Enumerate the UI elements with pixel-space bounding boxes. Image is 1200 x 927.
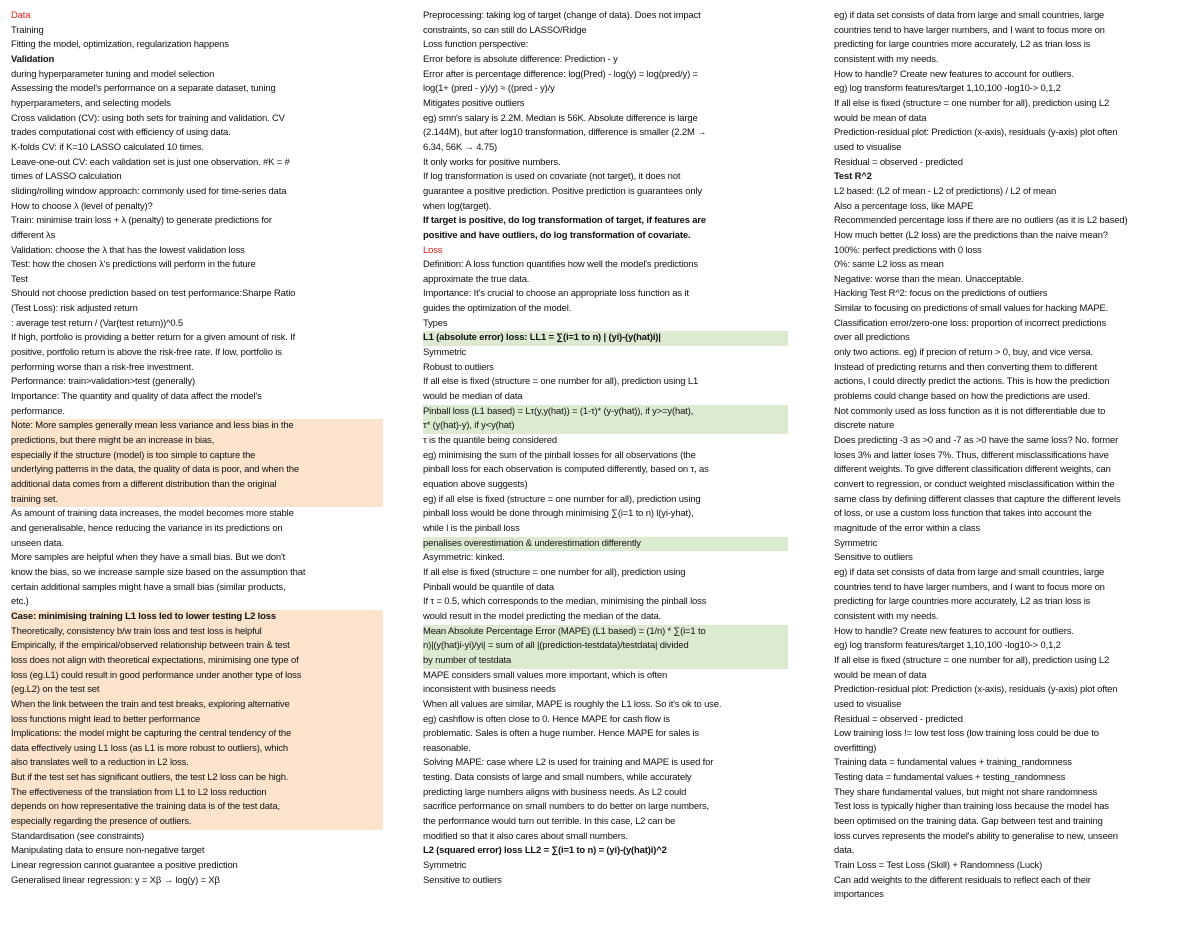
section-heading: Data <box>11 10 31 21</box>
note-line: Should not choose prediction based on test performance:Sharpe Ratio <box>11 288 296 300</box>
note-line: Prediction-residual plot: Prediction (x-axis), residuals (y-axis) plot often <box>834 127 1118 139</box>
note-line: How to handle? Create new features to account for outliers. <box>834 625 1074 637</box>
note-line: L1 (absolute error) loss: LL1 = ∑(i=1 to n) | (yi)-(y(hat)i)| <box>423 331 788 346</box>
note-line: equation above suggests) <box>423 479 528 490</box>
note-line: eg) if all else is fixed (structure = one number for all), prediction using <box>423 493 701 505</box>
note-line: Standardisation (see constraints) <box>11 830 145 842</box>
note-line: If log transformation is used on covariate (not target), it does not <box>423 171 681 183</box>
note-line: also translates well to a reduction in L2 loss. <box>11 756 383 771</box>
notes-column-1 <box>11 9 383 924</box>
note-line: Training data = fundamental values + training_randomness <box>834 757 1072 769</box>
note-line: positive, portfolio return is above the risk-free rate. If low, portfolio is <box>11 347 282 359</box>
note-line: Solving MAPE: case where L2 is used for training and MAPE is used for <box>423 757 714 769</box>
note-line: eg) cashflow is often close to 0. Hence MAPE for cash flow is <box>423 713 670 725</box>
note-line: Testing data = fundamental values + testing_randomness <box>834 772 1066 784</box>
note-line: pinball loss would be done through minimising ∑(i=1 to n) l(yi-yhat), <box>423 508 694 520</box>
note-line: the performance would turn out terrible. In this case, L2 can be <box>423 816 676 828</box>
note-line: Validation <box>11 53 55 65</box>
note-line: modified so that it also cares about small numbers. <box>423 830 628 842</box>
note-line: Symmetric <box>423 860 467 872</box>
note-line: eg) if data set consists of data from large and small countries, large <box>834 566 1105 578</box>
note-line: of loss, or use a custom loss function that takes into account the <box>834 508 1092 520</box>
note-line: different λs <box>11 229 56 241</box>
note-line: know the bias, so we increase sample size based on the assumption that <box>11 566 306 578</box>
note-line: Definition: A loss function quantifies how well the model's predictions <box>423 259 698 271</box>
note-line: Note: More samples generally mean less variance and less bias in the <box>11 419 383 434</box>
note-line: trades computational cost with efficiency of using data. <box>11 127 231 139</box>
note-line: different weights. To give different classification different weights, can <box>834 464 1111 476</box>
note-line: hyperparameters, and selecting models <box>11 97 171 109</box>
note-line: Recommended percentage loss if there are no outliers (as it is L2 based) <box>834 215 1128 227</box>
note-line: Training <box>11 24 44 36</box>
note-line: : average test return / (Var(test return))^0.5 <box>11 317 184 329</box>
note-line: Implications: the model might be capturing the central tendency of the <box>11 727 383 742</box>
note-line: reasonable. <box>423 742 471 754</box>
note-line: while l is the pinball loss <box>423 522 520 534</box>
note-line: additional data comes from a different distribution than the original <box>11 478 383 493</box>
note-line: Classification error/zero-one loss: proportion of incorrect predictions <box>834 317 1107 329</box>
note-line: pinball loss for each observation is computed differently, based on τ, as <box>423 464 709 476</box>
note-line: Test loss is typically higher than training loss because the model has <box>834 801 1109 813</box>
note-line: As amount of training data increases, the model becomes more stable <box>11 508 294 520</box>
note-line: loss does not align with theoretical expectations, minimising one type of <box>11 654 383 669</box>
note-line: Importance: It's crucial to choose an appropriate loss function as it <box>423 288 689 300</box>
note-line: predictions, but there might be an increase in bias, <box>11 434 383 449</box>
note-line: Error before is absolute difference: Prediction - y <box>423 53 618 65</box>
note-line: sacrifice performance on small numbers to do better on large numbers, <box>423 801 710 813</box>
note-line: importances <box>834 889 884 901</box>
note-line: over all predictions <box>834 332 910 344</box>
note-line: Robust to outliers <box>423 361 494 373</box>
note-line: times of LASSO calculation <box>11 171 122 183</box>
note-line: used to visualise <box>834 141 902 153</box>
note-line: constraints, so can still do LASSO/Ridge <box>423 24 587 36</box>
note-line: approximate the true data. <box>423 273 530 285</box>
note-line: would be median of data <box>423 391 523 403</box>
note-line: Symmetric <box>423 347 467 359</box>
note-line: When all values are similar, MAPE is roughly the L1 loss. So it's ok to use. <box>423 698 722 710</box>
note-line: actions, I could directly predict the actions. This is how the prediction <box>834 376 1110 388</box>
note-line: They share fundamental values, but might not share randomness <box>834 786 1098 798</box>
note-line: especially regarding the presence of outliers. <box>11 815 383 830</box>
note-line: It only works for positive numbers. <box>423 156 561 168</box>
note-line: training set. <box>11 493 383 508</box>
note-line: by number of testdata <box>423 654 788 669</box>
note-line: Hacking Test R^2: focus on the predictions of outliers <box>834 288 1048 300</box>
note-line: More samples are helpful when they have a small bias. But we don't <box>11 552 286 564</box>
note-line: Residual = observed - predicted <box>834 713 963 725</box>
note-line: K-folds CV: if K=10 LASSO calculated 10 times. <box>11 141 204 153</box>
note-line: countries tend to have larger numbers, and I want to focus more on <box>834 24 1105 36</box>
note-line: Low training loss != low test loss (low training loss could be due to <box>834 728 1099 740</box>
note-line: consistent with my needs. <box>834 53 939 65</box>
note-line: Loss function perspective: <box>423 39 529 51</box>
note-line: Theoretically, consistency b/w train loss and test loss is helpful <box>11 625 383 640</box>
note-line: performing worse than a risk-free investment. <box>11 361 194 373</box>
note-line: been optimised on the training data. Gap between test and training <box>834 816 1103 828</box>
note-line: Does predicting -3 as >0 and -7 as >0 have the same loss? No. former <box>834 435 1119 447</box>
note-line: would be mean of data <box>834 112 927 124</box>
note-line: If τ = 0.5, which corresponds to the median, minimising the pinball loss <box>423 596 707 608</box>
note-line: Error after is percentage difference: log(Pred) - log(y) = log(pred/y) = <box>423 68 698 80</box>
note-line: Symmetric <box>834 537 878 549</box>
note-line: would result in the model predicting the median of the data. <box>423 610 662 622</box>
note-line: Types <box>423 317 448 329</box>
note-line: Prediction-residual plot: Prediction (x-axis), residuals (y-axis) plot often <box>834 684 1118 696</box>
note-line: Pinball loss (L1 based) = Lτ(y,y(hat)) = (1-τ)* (y-y(hat)), if y>=y(hat), <box>423 405 788 420</box>
note-line: Negative: worse than the mean. Unacceptable. <box>834 273 1024 285</box>
note-line: n)|(y(hat)i-yi)/yi| = sum of all |(prediction-testdata)/testdata| divided <box>423 639 788 654</box>
note-line: when log(target). <box>423 200 492 212</box>
note-line: Not commonly used as loss function as it is not differentiable due to <box>834 405 1106 417</box>
note-line: Assessing the model's performance on a separate dataset, tuning <box>11 83 276 95</box>
note-line: eg) log transform features/target 1,10,100 -log10-> 0,1,2 <box>834 83 1061 95</box>
note-line: same class by defining different classes that capture the different levels <box>834 493 1121 505</box>
note-line: If all else is fixed (structure = one number for all), prediction using L1 <box>423 376 699 388</box>
note-line: When the link between the train and test breaks, exploring alternative <box>11 698 383 713</box>
note-line: Can add weights to the different residuals to reflect each of their <box>834 874 1091 886</box>
note-line: testing. Data consists of large and small numbers, while accurately <box>423 772 692 784</box>
note-line: loses 3% and latter loses 7%. Thus, different misclassifications have <box>834 449 1109 461</box>
note-line: If all else is fixed (structure = one number for all), prediction using L2 <box>834 654 1110 666</box>
note-line: Performance: train>validation>test (generally) <box>11 376 196 388</box>
note-line: eg) smn's salary is 2.2M. Median is 56K. Absolute difference is large <box>423 112 698 124</box>
note-line: during hyperparameter tuning and model selection <box>11 68 215 80</box>
note-line: Test R^2 <box>834 171 872 183</box>
note-line: Linear regression cannot guarantee a positive prediction <box>11 860 238 872</box>
note-line: Validation: choose the λ that has the lowest validation loss <box>11 244 245 256</box>
note-line: MAPE considers small values more important, which is often <box>423 669 668 681</box>
note-line: (eg.L2) on the test set <box>11 683 383 698</box>
note-line: and generalisable, hence reducing the variance in its predictions on <box>11 522 283 534</box>
note-line: Fitting the model, optimization, regularization happens <box>11 39 229 51</box>
note-line: problematic. Sales is often a huge number. Hence MAPE for sales is <box>423 728 699 740</box>
note-line: Leave-one-out CV: each validation set is just one observation. #K = # <box>11 156 290 168</box>
note-line: only two actions. eg) if precion of return > 0, buy, and vice versa. <box>834 347 1093 359</box>
note-line: depends on how representative the training data is of the test data, <box>11 800 383 815</box>
note-line: Pinball would be quantile of data <box>423 581 554 593</box>
note-line: Mean Absolute Percentage Error (MAPE) (L1 based) = (1/n) * ∑(i=1 to <box>423 625 788 640</box>
note-line: If high, portfolio is providing a better return for a given amount of risk. If <box>11 332 296 344</box>
note-line: used to visualise <box>834 698 902 710</box>
note-line: especially if the structure (model) is too simple to capture the <box>11 449 383 464</box>
note-line: Test: how the chosen λ's predictions will perform in the future <box>11 259 256 271</box>
note-line: eg) log transform features/target 1,10,100 -log10-> 0,1,2 <box>834 640 1061 652</box>
note-line: loss (eg.L1) could result in good performance under another type of loss <box>11 669 383 684</box>
note-line: How to choose λ (level of penalty)? <box>11 200 153 212</box>
note-line: Instead of predicting returns and then converting them to different <box>834 361 1098 373</box>
note-line: Preprocessing: taking log of target (change of data). Does not impact <box>423 10 701 21</box>
note-line: Empirically, if the empirical/observed relationship between train & test <box>11 639 383 654</box>
note-line: τ is the quantile being considered <box>423 435 557 447</box>
note-line: If target is positive, do log transformation of target, if features are <box>423 215 707 227</box>
note-line: Train Loss = Test Loss (Skill) + Randomness (Luck) <box>834 860 1043 872</box>
note-line: predicting for large countries more accurately, L2 as trian loss is <box>834 596 1091 608</box>
note-line: performance. <box>11 405 65 417</box>
note-line: countries tend to have larger numbers, and I want to focus more on <box>834 581 1105 593</box>
notes-column-3 <box>834 9 1189 924</box>
note-line: certain additional samples might have a small bias (similar products, <box>11 581 286 593</box>
note-line: loss curves represents the model's ability to generalise to new, unseen <box>834 830 1118 842</box>
note-line: If all else is fixed (structure = one number for all), prediction using L2 <box>834 97 1110 109</box>
note-line: Generalised linear regression: y = Xβ → log(y) = Xβ <box>11 874 220 886</box>
note-line: consistent with my needs. <box>834 610 939 622</box>
note-line: Manipulating data to ensure non-negative target <box>11 845 205 857</box>
note-line: But if the test set has significant outliers, the test L2 loss can be high. <box>11 771 383 786</box>
note-line: guarantee a positive prediction. Positive prediction is guarantees only <box>423 185 702 197</box>
note-line: L2 based: (L2 of mean - L2 of predictions) / L2 of mean <box>834 185 1057 197</box>
note-line: data effectively using L1 loss (as L1 is more robust to outliers), which <box>11 742 383 757</box>
notes-column-2 <box>423 9 788 924</box>
note-line: etc.) <box>11 596 29 608</box>
note-line: The effectiveness of the translation from L1 to L2 loss reduction <box>11 786 383 801</box>
note-line: predicting large numbers aligns with business needs. As L2 could <box>423 786 687 798</box>
note-line: If all else is fixed (structure = one number for all), prediction using <box>423 566 686 578</box>
note-line: inconsistent with business needs <box>423 684 556 696</box>
note-line: (Test Loss): risk adjusted return <box>11 303 138 315</box>
note-line: L2 (squared error) loss LL2 = ∑(i=1 to n) = (yi)-(y(hat)i)^2 <box>423 845 667 857</box>
note-line: predicting for large countries more accurately, L2 as trian loss is <box>834 39 1091 51</box>
note-line: convert to regression, or conduct weighted misclassification within the <box>834 479 1115 490</box>
note-line: log(1+ (pred - y)/y) ≈ ((pred - y)/y <box>423 83 555 95</box>
note-line: eg) if data set consists of data from large and small countries, large <box>834 10 1105 21</box>
note-line: Residual = observed - predicted <box>834 156 963 168</box>
note-line: loss functions might lead to better performance <box>11 713 383 728</box>
note-line: 100%: perfect predictions with 0 loss <box>834 244 982 256</box>
note-line: Asymmetric: kinked. <box>423 552 505 564</box>
note-line: underlying patterns in the data, the quality of data is poor, and when the <box>11 463 383 478</box>
note-line: Case: minimising training L1 loss led to lower testing L2 loss <box>11 610 383 625</box>
note-line: magnitude of the error within a class <box>834 522 981 534</box>
note-line: 6.34, 56K → 4.75) <box>423 141 498 153</box>
note-line: eg) minimising the sum of the pinball losses for all observations (the <box>423 449 696 461</box>
note-line: How much better (L2 loss) are the predictions than the naive mean? <box>834 229 1108 241</box>
note-line: sliding/rolling window approach: commonly used for time-series data <box>11 185 287 197</box>
note-line: How to handle? Create new features to account for outliers. <box>834 68 1074 80</box>
note-line: would be mean of data <box>834 669 927 681</box>
note-line: discrete nature <box>834 420 895 432</box>
note-line: problems could change based on how the predictions are used. <box>834 391 1090 403</box>
note-line: Test <box>11 273 28 285</box>
note-line: unseen data. <box>11 537 64 549</box>
note-line: data. <box>834 845 855 857</box>
note-line: Cross validation (CV): using both sets for training and validation. CV <box>11 112 285 124</box>
note-line: Sensitive to outliers <box>423 874 502 886</box>
note-line: (2.144M), but after log10 transformation, difference is smaller (2.2M → <box>423 127 707 139</box>
note-line: guides the optimization of the model. <box>423 303 572 315</box>
note-line: overfitting) <box>834 742 877 754</box>
note-line: Also a percentage loss, like MAPE <box>834 200 974 212</box>
note-line: Sensitive to outliers <box>834 552 913 564</box>
note-line: Mitigates positive outliers <box>423 97 525 109</box>
note-line: τ* (y(hat)-y), if y<y(hat) <box>423 419 788 434</box>
note-line: Importance: The quantity and quality of data affect the model's <box>11 391 262 403</box>
note-line: Similar to focusing on predictions of small values for hacking MAPE. <box>834 303 1109 315</box>
note-line: Train: minimise train loss + λ (penalty) to generate predictions for <box>11 215 272 227</box>
note-line: 0%: same L2 loss as mean <box>834 259 944 271</box>
note-line: positive and have outliers, do log transformation of covariate. <box>423 229 691 241</box>
note-line: penalises overestimation & underestimation differently <box>423 537 788 552</box>
section-heading: Loss <box>423 244 443 256</box>
